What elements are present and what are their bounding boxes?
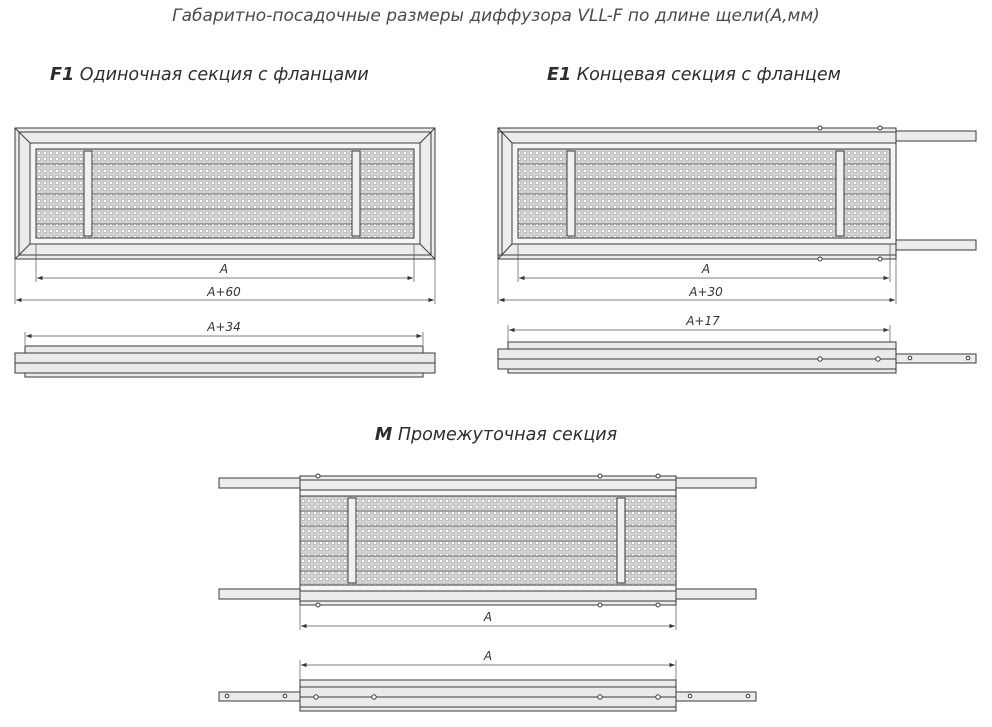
section-name-e1: Концевая секция с фланцем xyxy=(576,65,841,85)
section-code-m: M xyxy=(374,425,393,445)
diagram-title: Габаритно-посадочные размеры диффузора VLL-F по длине щели(А,мм) xyxy=(172,6,820,26)
m-mount-bracket-left xyxy=(348,498,356,583)
dim-e1-outer: A+30 xyxy=(689,285,723,299)
dim-f1-side: A+34 xyxy=(207,320,241,334)
m-rail-top-left xyxy=(219,478,300,488)
m-rail-bottom-right xyxy=(676,589,756,599)
dim-f1-inner: A xyxy=(219,262,229,276)
m-front-view xyxy=(219,474,756,607)
m-mount-bracket-right xyxy=(617,498,625,583)
section-code-f1: F1 xyxy=(50,65,75,85)
m-side-view xyxy=(219,680,756,711)
dim-f1-outer: A+60 xyxy=(207,285,241,299)
dim-e1-side: A+17 xyxy=(686,314,720,328)
dim-m-side: A xyxy=(483,649,493,663)
e1-mount-bracket-left xyxy=(567,151,575,236)
f1-mount-bracket-right xyxy=(352,151,360,236)
e1-mount-rail-top xyxy=(896,131,976,141)
m-rail-bottom-left xyxy=(219,589,300,599)
section-name-f1: Одиночная секция с фланцами xyxy=(79,65,369,85)
f1-side-view xyxy=(15,346,435,377)
dim-m-inner: A xyxy=(483,610,493,624)
f1-front-view xyxy=(15,128,435,259)
section-code-e1: E1 xyxy=(547,65,572,85)
f1-mount-bracket-left xyxy=(84,151,92,236)
e1-front-view xyxy=(498,126,976,261)
m-dimension-side xyxy=(300,660,676,682)
section-name-m: Промежуточная секция xyxy=(397,425,618,445)
e1-mount-rail-bottom xyxy=(896,240,976,250)
dim-e1-inner: A xyxy=(701,262,711,276)
e1-side-view xyxy=(498,342,976,373)
e1-mount-bracket-right xyxy=(836,151,844,236)
m-rail-top-right xyxy=(676,478,756,488)
